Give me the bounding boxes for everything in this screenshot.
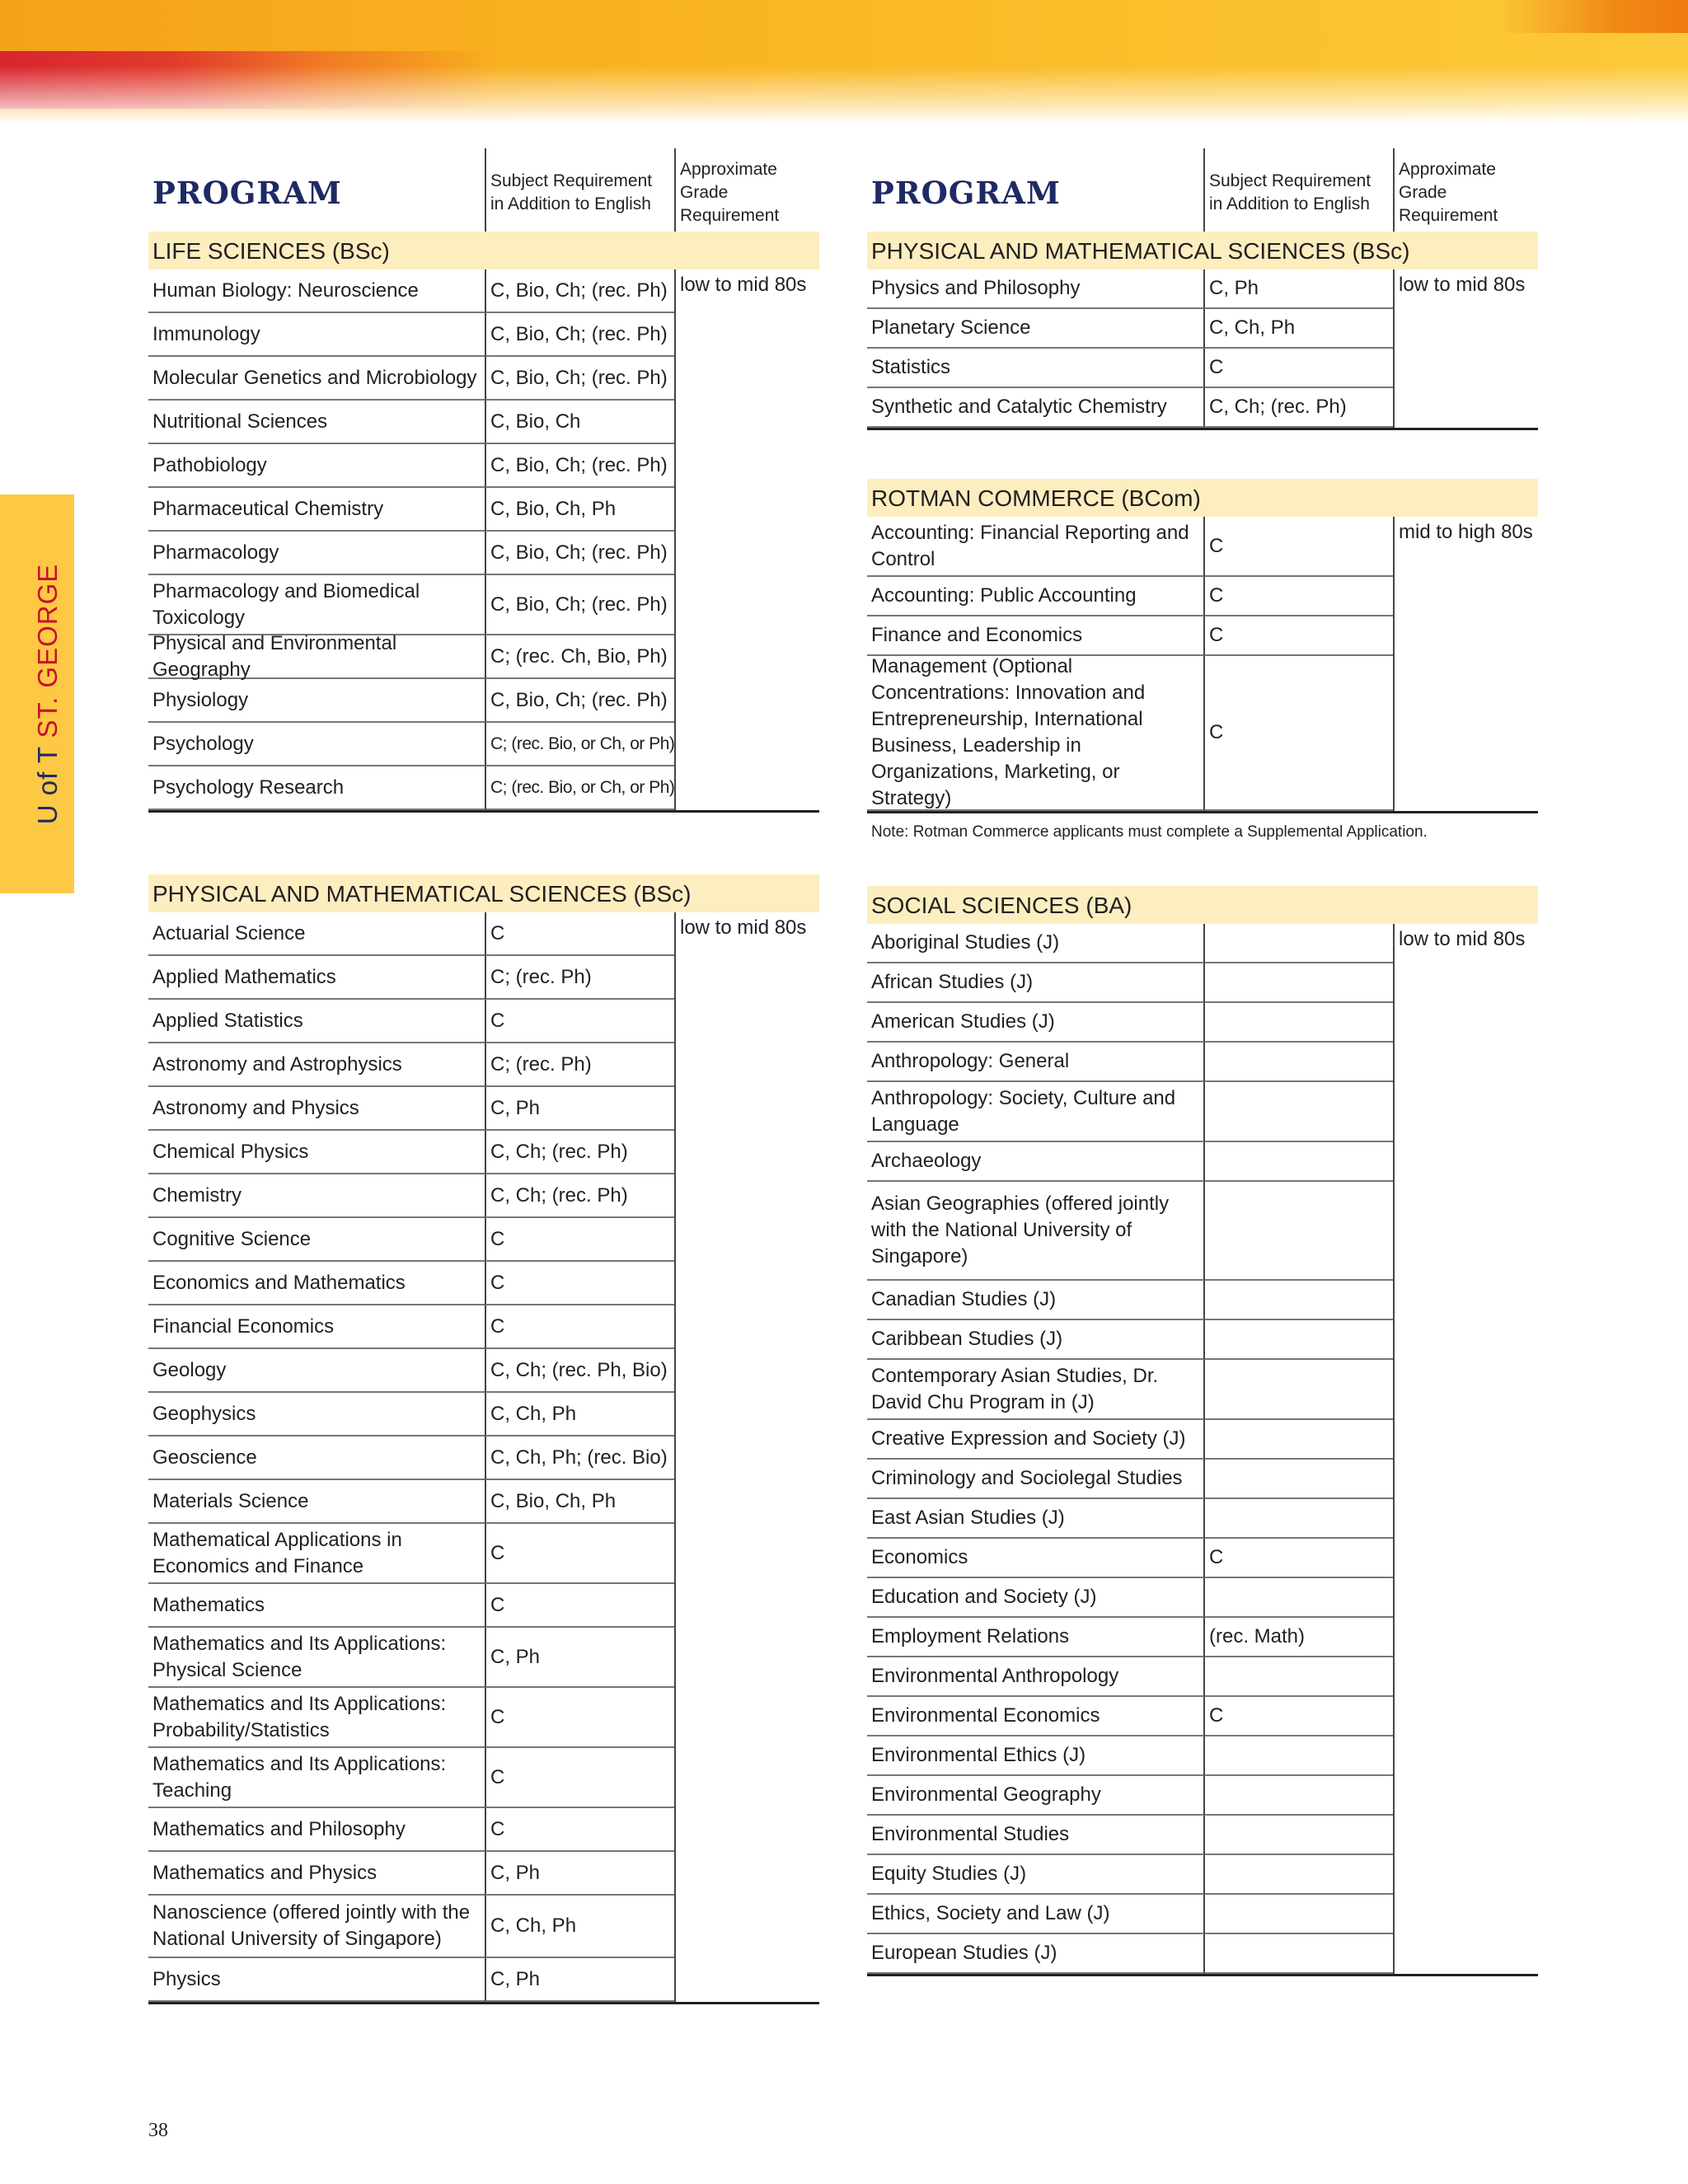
program-name: Education and Society (J) [867,1578,1203,1618]
program-name: Mathematics and Its Applications: Physical Science [148,1628,485,1688]
subject-requirement: C, Bio, Ch, Ph [485,1480,674,1524]
program-name: Employment Relations [867,1618,1203,1657]
subject-requirement: C [1203,577,1393,616]
subject-requirement [1203,1043,1393,1082]
subject-requirement: (rec. Math) [1203,1618,1393,1657]
subject-requirement: C [485,1000,674,1043]
column-header [867,148,1538,232]
program-name: Contemporary Asian Studies, Dr. David Chu Program in (J) [867,1360,1203,1420]
subject-requirement [1203,1934,1393,1974]
subject-requirement: C [485,1584,674,1628]
subject-requirement [1203,1320,1393,1360]
program-name: Asian Geographies (offered jointly with the National University of Singapore) [867,1182,1203,1281]
subject-requirement [1203,1182,1393,1281]
program-name: Caribbean Studies (J) [867,1320,1203,1360]
subject-requirement: C [1203,349,1393,388]
subject-requirement: C, Bio, Ch; (rec. Ph) [485,575,674,635]
subject-requirement: C [485,1305,674,1349]
program-name: Physics [148,1958,485,2002]
program-name: Finance and Economics [867,616,1203,656]
rotman-note: Note: Rotman Commerce applicants must complete a Supplemental Application. [871,823,1428,841]
program-name: Physical and Environmental Geography [148,635,485,679]
section-title: PHYSICAL AND MATHEMATICAL SCIENCES (BSc) [148,874,819,912]
subject-requirement: C [485,1688,674,1748]
subject-requirement: C, Ch; (rec. Ph, Bio) [485,1349,674,1393]
subject-requirement: C, Bio, Ch; (rec. Ph) [485,444,674,488]
program-name: European Studies (J) [867,1934,1203,1974]
program-name: Chemistry [148,1174,485,1218]
program-name: Molecular Genetics and Microbiology [148,357,485,401]
subject-requirement: C [1203,1697,1393,1736]
section-table [148,269,819,813]
program-name: Environmental Anthropology [867,1657,1203,1697]
program-name: Nutritional Sciences [148,401,485,444]
subject-requirement [1203,924,1393,963]
program-name: Nanoscience (offered jointly with the National University of Singapore) [148,1896,485,1958]
life-sciences-section [148,232,819,813]
section-table [867,924,1538,1976]
program-name: Pharmacology [148,532,485,575]
program-name: Immunology [148,313,485,357]
program-heading: PROGRAM [152,175,342,211]
program-name: Pharmaceutical Chemistry [148,488,485,532]
program-name: Anthropology: General [867,1043,1203,1082]
subject-requirement: C, Bio, Ch; (rec. Ph) [485,313,674,357]
program-name: Synthetic and Catalytic Chemistry [867,388,1203,428]
subject-requirement [1203,1082,1393,1142]
program-name: Pharmacology and Biomedical Toxicology [148,575,485,635]
program-name: Economics and Mathematics [148,1262,485,1305]
subject-requirement [1203,1736,1393,1776]
subject-requirement: C, Ch; (rec. Ph) [485,1174,674,1218]
subject-requirement: C, Ch; (rec. Ph) [485,1131,674,1174]
subject-requirement: C, Ch, Ph; (rec. Bio) [485,1436,674,1480]
program-name: Chemical Physics [148,1131,485,1174]
program-name: Criminology and Sociolegal Studies [867,1460,1203,1499]
subject-requirement: C [485,1808,674,1852]
grade-requirement: low to mid 80s [1393,269,1538,428]
subject-requirement: C, Ph [485,1958,674,2002]
subject-requirement [1203,1578,1393,1618]
program-name: Economics [867,1539,1203,1578]
program-name: Geoscience [148,1436,485,1480]
section-table [148,912,819,2004]
program-name: Archaeology [867,1142,1203,1182]
subject-requirement: C [1203,656,1393,811]
program-heading: PROGRAM [871,175,1061,211]
program-name: Geophysics [148,1393,485,1436]
program-name: Environmental Economics [867,1697,1203,1736]
program-name: Psychology Research [148,766,485,810]
program-name: American Studies (J) [867,1003,1203,1043]
program-name: Accounting: Financial Reporting and Control [867,517,1203,577]
program-name: Mathematics and Its Applications: Probability/Statistics [148,1688,485,1748]
subject-requirement-heading: Subject Requirement in Addition to English [1203,148,1393,232]
subject-requirement: C [1203,1539,1393,1578]
program-name: Mathematics and Physics [148,1852,485,1896]
program-name: African Studies (J) [867,963,1203,1003]
grade-requirement: low to mid 80s [1393,924,1538,1974]
program-name: Creative Expression and Society (J) [867,1420,1203,1460]
banner-orange-streak [1500,0,1688,33]
subject-requirement: C, Bio, Ch [485,401,674,444]
subject-requirement [1203,1499,1393,1539]
program-name: Cognitive Science [148,1218,485,1262]
program-name: Environmental Studies [867,1816,1203,1855]
program-name: Anthropology: Society, Culture and Language [867,1082,1203,1142]
subject-requirement: C [485,912,674,956]
grade-requirement: low to mid 80s [674,912,819,2002]
program-name: Pathobiology [148,444,485,488]
subject-requirement: C, Ph [1203,269,1393,309]
subject-requirement: C [485,1524,674,1584]
subject-requirement: C; (rec. Bio, or Ch, or Ph) [485,766,674,810]
subject-requirement: C; (rec. Ph) [485,1043,674,1087]
subject-requirement: C, Ch, Ph [1203,309,1393,349]
subject-requirement [1203,1816,1393,1855]
subject-requirement: C, Ph [485,1852,674,1896]
subject-requirement: C; (rec. Bio, or Ch, or Ph) [485,723,674,766]
subject-requirement-heading: Subject Requirement in Addition to English [485,148,674,232]
program-name: Environmental Ethics (J) [867,1736,1203,1776]
program-name: Statistics [867,349,1203,388]
program-name: Financial Economics [148,1305,485,1349]
subject-requirement: C, Ch; (rec. Ph) [1203,388,1393,428]
program-name: Equity Studies (J) [867,1855,1203,1895]
left-column [148,148,819,2004]
grade-requirement: mid to high 80s [1393,517,1538,811]
program-name: Physiology [148,679,485,723]
section-title: LIFE SCIENCES (BSc) [148,232,819,269]
campus-prefix: U of T [32,746,63,825]
subject-requirement [1203,1657,1393,1697]
program-name: Applied Statistics [148,1000,485,1043]
subject-requirement: C [485,1748,674,1808]
column-header [148,148,819,232]
subject-requirement: C, Bio, Ch; (rec. Ph) [485,357,674,401]
program-name: Materials Science [148,1480,485,1524]
grade-requirement-heading: Approximate Grade Requirement [674,148,819,232]
subject-requirement [1203,1776,1393,1816]
physical-math-sciences-section [148,874,819,2004]
campus-name: ST. GEORGE [32,563,63,738]
subject-requirement: C, Ph [485,1087,674,1131]
program-name: Mathematics [148,1584,485,1628]
subject-requirement [1203,1360,1393,1420]
section-title: PHYSICAL AND MATHEMATICAL SCIENCES (BSc) [867,232,1538,269]
program-name: Human Biology: Neuroscience [148,269,485,313]
program-name: Psychology [148,723,485,766]
section-title: SOCIAL SCIENCES (BA) [867,886,1538,924]
subject-requirement [1203,1420,1393,1460]
section-table [867,269,1538,430]
subject-requirement: C, Bio, Ch; (rec. Ph) [485,532,674,575]
subject-requirement [1203,1895,1393,1934]
subject-requirement: C, Ch, Ph [485,1896,674,1958]
banner-red-brushstroke [0,51,495,109]
subject-requirement [1203,963,1393,1003]
campus-side-label [32,564,63,825]
program-name: East Asian Studies (J) [867,1499,1203,1539]
subject-requirement [1203,1003,1393,1043]
header-banner [0,0,1688,124]
subject-requirement [1203,1460,1393,1499]
page-number: 38 [148,2120,168,2141]
program-name: Astronomy and Astrophysics [148,1043,485,1087]
section-table [867,517,1538,813]
program-name: Planetary Science [867,309,1203,349]
subject-requirement [1203,1281,1393,1320]
subject-requirement: C, Bio, Ch; (rec. Ph) [485,679,674,723]
social-sciences-section [867,886,1538,1976]
program-name: Aboriginal Studies (J) [867,924,1203,963]
program-name: Environmental Geography [867,1776,1203,1816]
program-name: Canadian Studies (J) [867,1281,1203,1320]
subject-requirement: C [485,1218,674,1262]
subject-requirement: C [1203,517,1393,577]
program-name: Geology [148,1349,485,1393]
program-name: Accounting: Public Accounting [867,577,1203,616]
grade-requirement-heading: Approximate Grade Requirement [1393,148,1538,232]
physical-math-sciences-continued-section [867,232,1538,430]
right-column [867,148,1538,1976]
program-name: Applied Mathematics [148,956,485,1000]
subject-requirement: C [1203,616,1393,656]
grade-requirement: low to mid 80s [674,269,819,810]
program-name: Mathematics and Philosophy [148,1808,485,1852]
subject-requirement: C, Bio, Ch, Ph [485,488,674,532]
subject-requirement: C, Ph [485,1628,674,1688]
subject-requirement: C, Bio, Ch; (rec. Ph) [485,269,674,313]
subject-requirement: C; (rec. Ph) [485,956,674,1000]
program-name: Mathematical Applications in Economics and Finance [148,1524,485,1584]
subject-requirement [1203,1855,1393,1895]
program-name: Management (Optional Concentrations: Innovation and Entrepreneurship, International Business, Leadership in Organizations, Marketing, or Strategy) [867,656,1203,811]
subject-requirement: C [485,1262,674,1305]
program-name: Ethics, Society and Law (J) [867,1895,1203,1934]
program-name: Mathematics and Its Applications: Teaching [148,1748,485,1808]
program-name: Astronomy and Physics [148,1087,485,1131]
subject-requirement: C, Ch, Ph [485,1393,674,1436]
program-name: Actuarial Science [148,912,485,956]
subject-requirement [1203,1142,1393,1182]
subject-requirement: C; (rec. Ch, Bio, Ph) [485,635,674,679]
section-title: ROTMAN COMMERCE (BCom) [867,479,1538,517]
rotman-commerce-section [867,479,1538,841]
program-name: Physics and Philosophy [867,269,1203,309]
